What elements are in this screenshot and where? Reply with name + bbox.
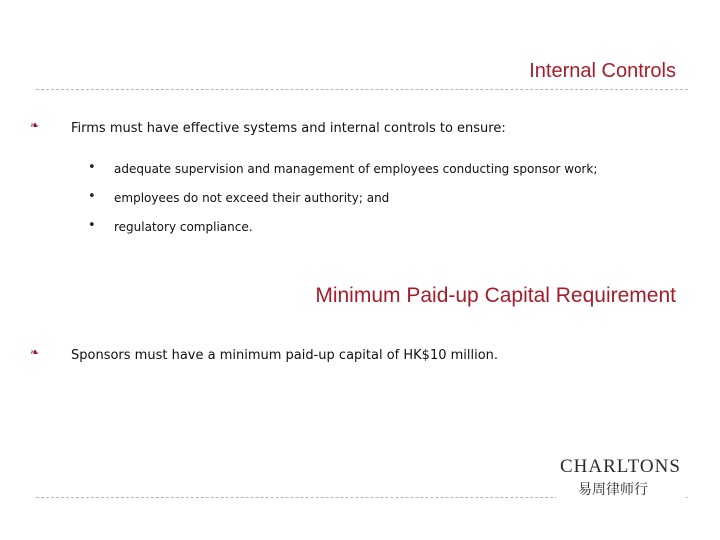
logo-chinese-name: 易周律师行 [578, 482, 648, 498]
top-divider [36, 89, 688, 90]
bullet-dot-icon: • [88, 218, 96, 233]
bullet-dot-icon: • [88, 160, 96, 175]
capital-requirement-heading: Minimum Paid-up Capital Requirement [315, 284, 676, 307]
fleuron-icon: ❧ [30, 119, 40, 132]
fleuron-icon: ❧ [30, 346, 40, 359]
bullet-dot-icon: • [88, 189, 96, 204]
internal-controls-bullet-text: Firms must have effective systems and internal controls to ensure: [71, 121, 506, 136]
internal-controls-heading: Internal Controls [529, 60, 676, 82]
list-item-text: regulatory compliance. [114, 220, 253, 234]
list-item-text: employees do not exceed their authority; and [114, 191, 390, 205]
charltons-logo [556, 452, 686, 500]
logo-wordmark: CHARLTONS [560, 456, 681, 477]
capital-requirement-bullet-text: Sponsors must have a minimum paid-up capital of HK$10 million. [71, 348, 499, 363]
list-item-text: adequate supervision and management of employees conducting sponsor work; [114, 162, 598, 176]
